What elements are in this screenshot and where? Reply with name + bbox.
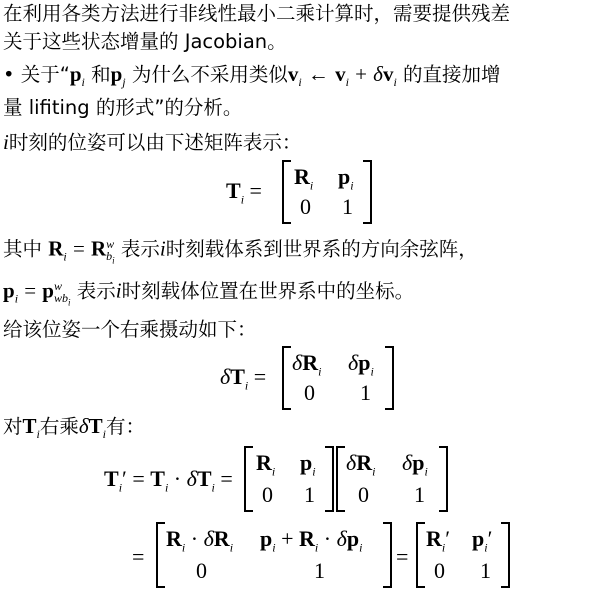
def-p-line: $p_i = p^w_{wb_i}$ 表示i时刻载体位置在世界系中的坐标。	[3, 278, 415, 308]
equation-T-lhs: $T_i$ =	[226, 178, 262, 207]
equation-Tprime-lhs: $T_i' = T_i \cdot \delta T_i$ =	[104, 466, 233, 495]
arrow-symbol: ←	[307, 62, 329, 86]
equation-dT-lhs: $\delta T_i$ =	[220, 364, 267, 393]
perturb-line: 给该位姿一个右乘摄动如下：	[3, 318, 257, 341]
bullet-line-1: • 关于“$p_i$ 和$p_j$ 为什么不采用类似$v_i$ ← $v_i + \delta v_i$ 的直接加增	[3, 62, 501, 89]
bullet-dot: •	[3, 63, 15, 86]
equation-eq-sign-2: =	[396, 544, 409, 569]
matrix-product: $R_i \cdot \delta R_i$ $p_i + R_i \cdot \delta p_i$ 0 1	[156, 522, 392, 588]
right-mult-line: 对$T_i$右乘$\delta T_i$有：	[3, 414, 146, 441]
def-R-line: 其中 $R_i = R^w_{b_i}$ 表示i时刻载体系到世界系的方向余弦阵，	[3, 236, 478, 266]
intro-line-1: 在利用各类方法进行非线性最小二乘计算时，需要提供残差	[3, 2, 511, 25]
matrix-T-factor: $R_i$ $p_i$ 0 1	[244, 446, 334, 512]
matrix-T: $R_i$ $p_i$ 0 1	[282, 160, 372, 224]
equation-eq-sign-1: =	[132, 544, 145, 569]
matrix-result: $R_i'$ $p_i'$ 0 1	[416, 522, 510, 588]
intro-line-2: 关于这些状态增量的 Jacobian。	[3, 30, 287, 53]
matrix-dT-factor: $\delta R_i$ $\delta p_i$ 0 1	[336, 446, 448, 512]
matrix-dT: $\delta R_i$ $\delta p_i$ 0 1	[282, 346, 394, 410]
bullet-line-2: 量 lifiting 的形式”的分析。	[3, 96, 243, 119]
pose-line: i时刻的位姿可以由下述矩阵表示：	[3, 130, 302, 154]
